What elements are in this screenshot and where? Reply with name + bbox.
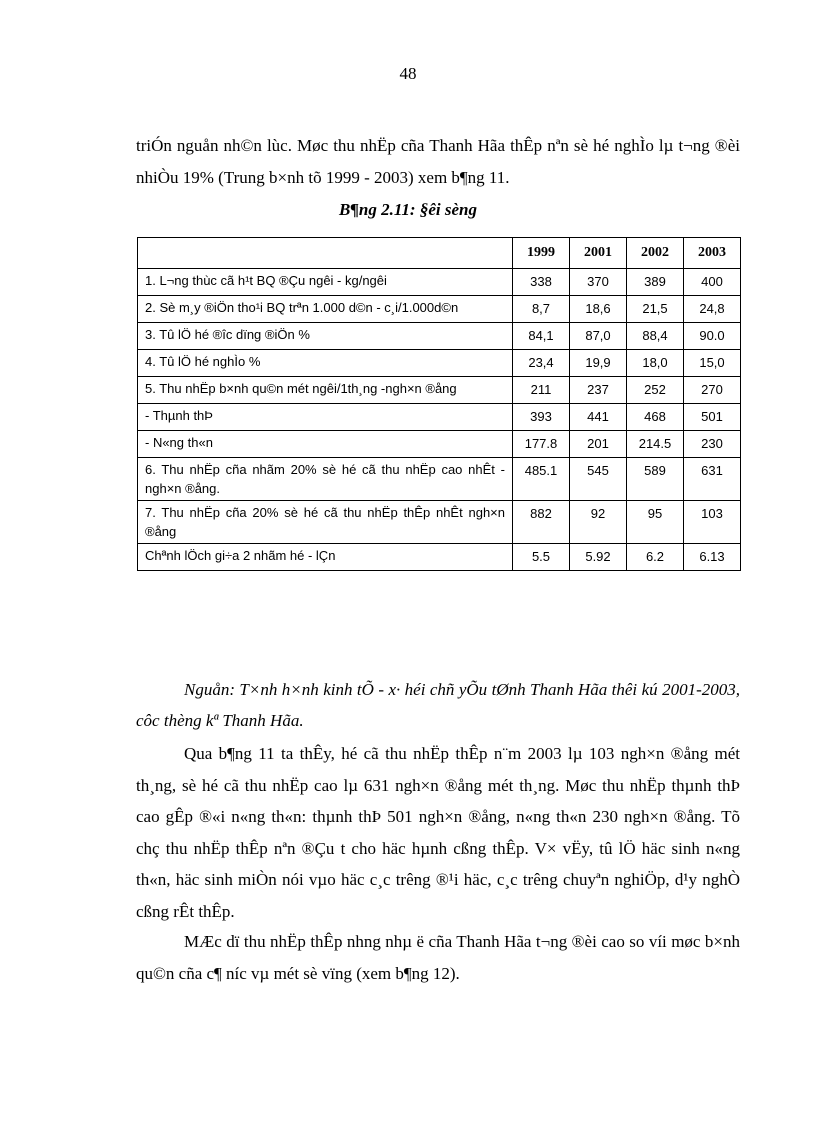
row-value: 84,1: [513, 323, 570, 350]
row-value: 5.92: [570, 544, 627, 571]
row-value: 18,0: [627, 350, 684, 377]
page-number: 48: [399, 64, 417, 83]
header-cell: 1999: [513, 238, 570, 269]
row-value: 18,6: [570, 296, 627, 323]
row-value: 400: [684, 269, 741, 296]
row-label: 7. Thu nhËp cña 20% sè hé cã thu nhËp thÊp nhÊt ngh×n ®ång: [138, 501, 513, 544]
row-value: 393: [513, 404, 570, 431]
row-value: 468: [627, 404, 684, 431]
table-row: [138, 544, 741, 571]
row-value: 589: [627, 458, 684, 501]
row-label: 6. Thu nhËp cña nhãm 20% sè hé cã thu nhËp cao nhÊt - ngh×n ®ång.: [138, 458, 513, 501]
row-value: 23,4: [513, 350, 570, 377]
table-row: [138, 458, 741, 501]
row-value: 6.2: [627, 544, 684, 571]
table-row: [138, 296, 741, 323]
table-caption: B¶ng 2.11: §êi sèng: [339, 200, 477, 219]
row-value: 92: [570, 501, 627, 544]
analysis-paragraph: Qua b¶ng 11 ta thÊy, hé cã thu nhËp thÊp n¨m 2003 lµ 103 ngh×n ®ång mét th¸ng, sè hé cã thu nhËp cao lµ 631 ngh×n ®ång mét th¸ng. Møc thu nhËp thµnh thÞ cao gÊp ®«i n«ng th«n: thµnh thÞ 501 ngh×n ®ång, n«ng th«n 230 ngh×n ®ång. Tõ chç thu nhËp thÊp nªn ®Çu t cho häc hµnh cßng thÊp. V× vËy, tû lÖ häc sinh n«ng th«n, häc sinh miÒn nói vµo häc c¸c trêng ®¹i häc, c¸c trêng chuyªn nghiÖp, d¹y nghÒ cßng rÊt thÊp.: [136, 744, 740, 921]
row-label: 4. Tû lÖ hé nghÌo %: [138, 350, 513, 377]
row-value: 21,5: [627, 296, 684, 323]
table-header-row: [138, 238, 741, 269]
row-value: 177.8: [513, 431, 570, 458]
row-value: 441: [570, 404, 627, 431]
row-value: 90.0: [684, 323, 741, 350]
table-source-note: Nguån: T×nh h×nh kinh tÕ - x· héi chñ yÕu tØnh Thanh Hãa thêi kú 2001-2003, côc thèng kª Thanh Hãa.: [136, 680, 740, 730]
row-value: 95: [627, 501, 684, 544]
row-value: 338: [513, 269, 570, 296]
row-value: 24,8: [684, 296, 741, 323]
table-row: [138, 404, 741, 431]
row-value: 8,7: [513, 296, 570, 323]
row-value: 882: [513, 501, 570, 544]
header-cell: 2003: [684, 238, 741, 269]
row-value: 103: [684, 501, 741, 544]
row-value: 389: [627, 269, 684, 296]
table-row: [138, 431, 741, 458]
row-value: 237: [570, 377, 627, 404]
row-value: 501: [684, 404, 741, 431]
row-value: 485.1: [513, 458, 570, 501]
row-value: 214.5: [627, 431, 684, 458]
row-label: - N«ng th«n: [138, 431, 513, 458]
header-cell: 2002: [627, 238, 684, 269]
header-cell: 2001: [570, 238, 627, 269]
table-row: [138, 269, 741, 296]
row-label: 3. Tû lÖ hé ®îc dïng ®iÖn %: [138, 323, 513, 350]
row-label: 2. Sè m¸y ®iÖn tho¹i BQ trªn 1.000 d©n - c¸i/1.000d©n: [138, 296, 513, 323]
table-row: [138, 350, 741, 377]
row-value: 87,0: [570, 323, 627, 350]
table-row: [138, 323, 741, 350]
living-standards-table: [137, 237, 741, 571]
row-value: 5.5: [513, 544, 570, 571]
row-label: - Thµnh thÞ: [138, 404, 513, 431]
row-value: 370: [570, 269, 627, 296]
intro-paragraph: triÓn nguån nh©n lùc. Møc thu nhËp cña Thanh Hãa thÊp nªn sè hé nghÌo lµ t¬ng ®èi nhiÒu 19% (Trung b×nh tõ 1999 - 2003) xem b¶ng 11.: [136, 136, 740, 187]
row-value: 270: [684, 377, 741, 404]
row-label: 5. Thu nhËp b×nh qu©n mét ngêi/1th¸ng -ngh×n ®ång: [138, 377, 513, 404]
row-value: 252: [627, 377, 684, 404]
row-label: Chªnh lÖch gi÷a 2 nhãm hé - lÇn: [138, 544, 513, 571]
row-value: 19,9: [570, 350, 627, 377]
row-value: 545: [570, 458, 627, 501]
housing-paragraph: MÆc dï thu nhËp thÊp nhng nhµ ë cña Thanh Hãa t¬ng ®èi cao so víi møc b×nh qu©n cña c¶ níc vµ mét sè vïng (xem b¶ng 12).: [136, 932, 740, 983]
row-label: 1. L¬ng thùc cã h¹t BQ ®Çu ngêi - kg/ngêi: [138, 269, 513, 296]
row-value: 15,0: [684, 350, 741, 377]
row-value: 88,4: [627, 323, 684, 350]
row-value: 631: [684, 458, 741, 501]
row-value: 201: [570, 431, 627, 458]
table-row: [138, 377, 741, 404]
row-value: 6.13: [684, 544, 741, 571]
row-value: 211: [513, 377, 570, 404]
header-cell: [138, 238, 513, 269]
row-value: 230: [684, 431, 741, 458]
table-row: [138, 501, 741, 544]
